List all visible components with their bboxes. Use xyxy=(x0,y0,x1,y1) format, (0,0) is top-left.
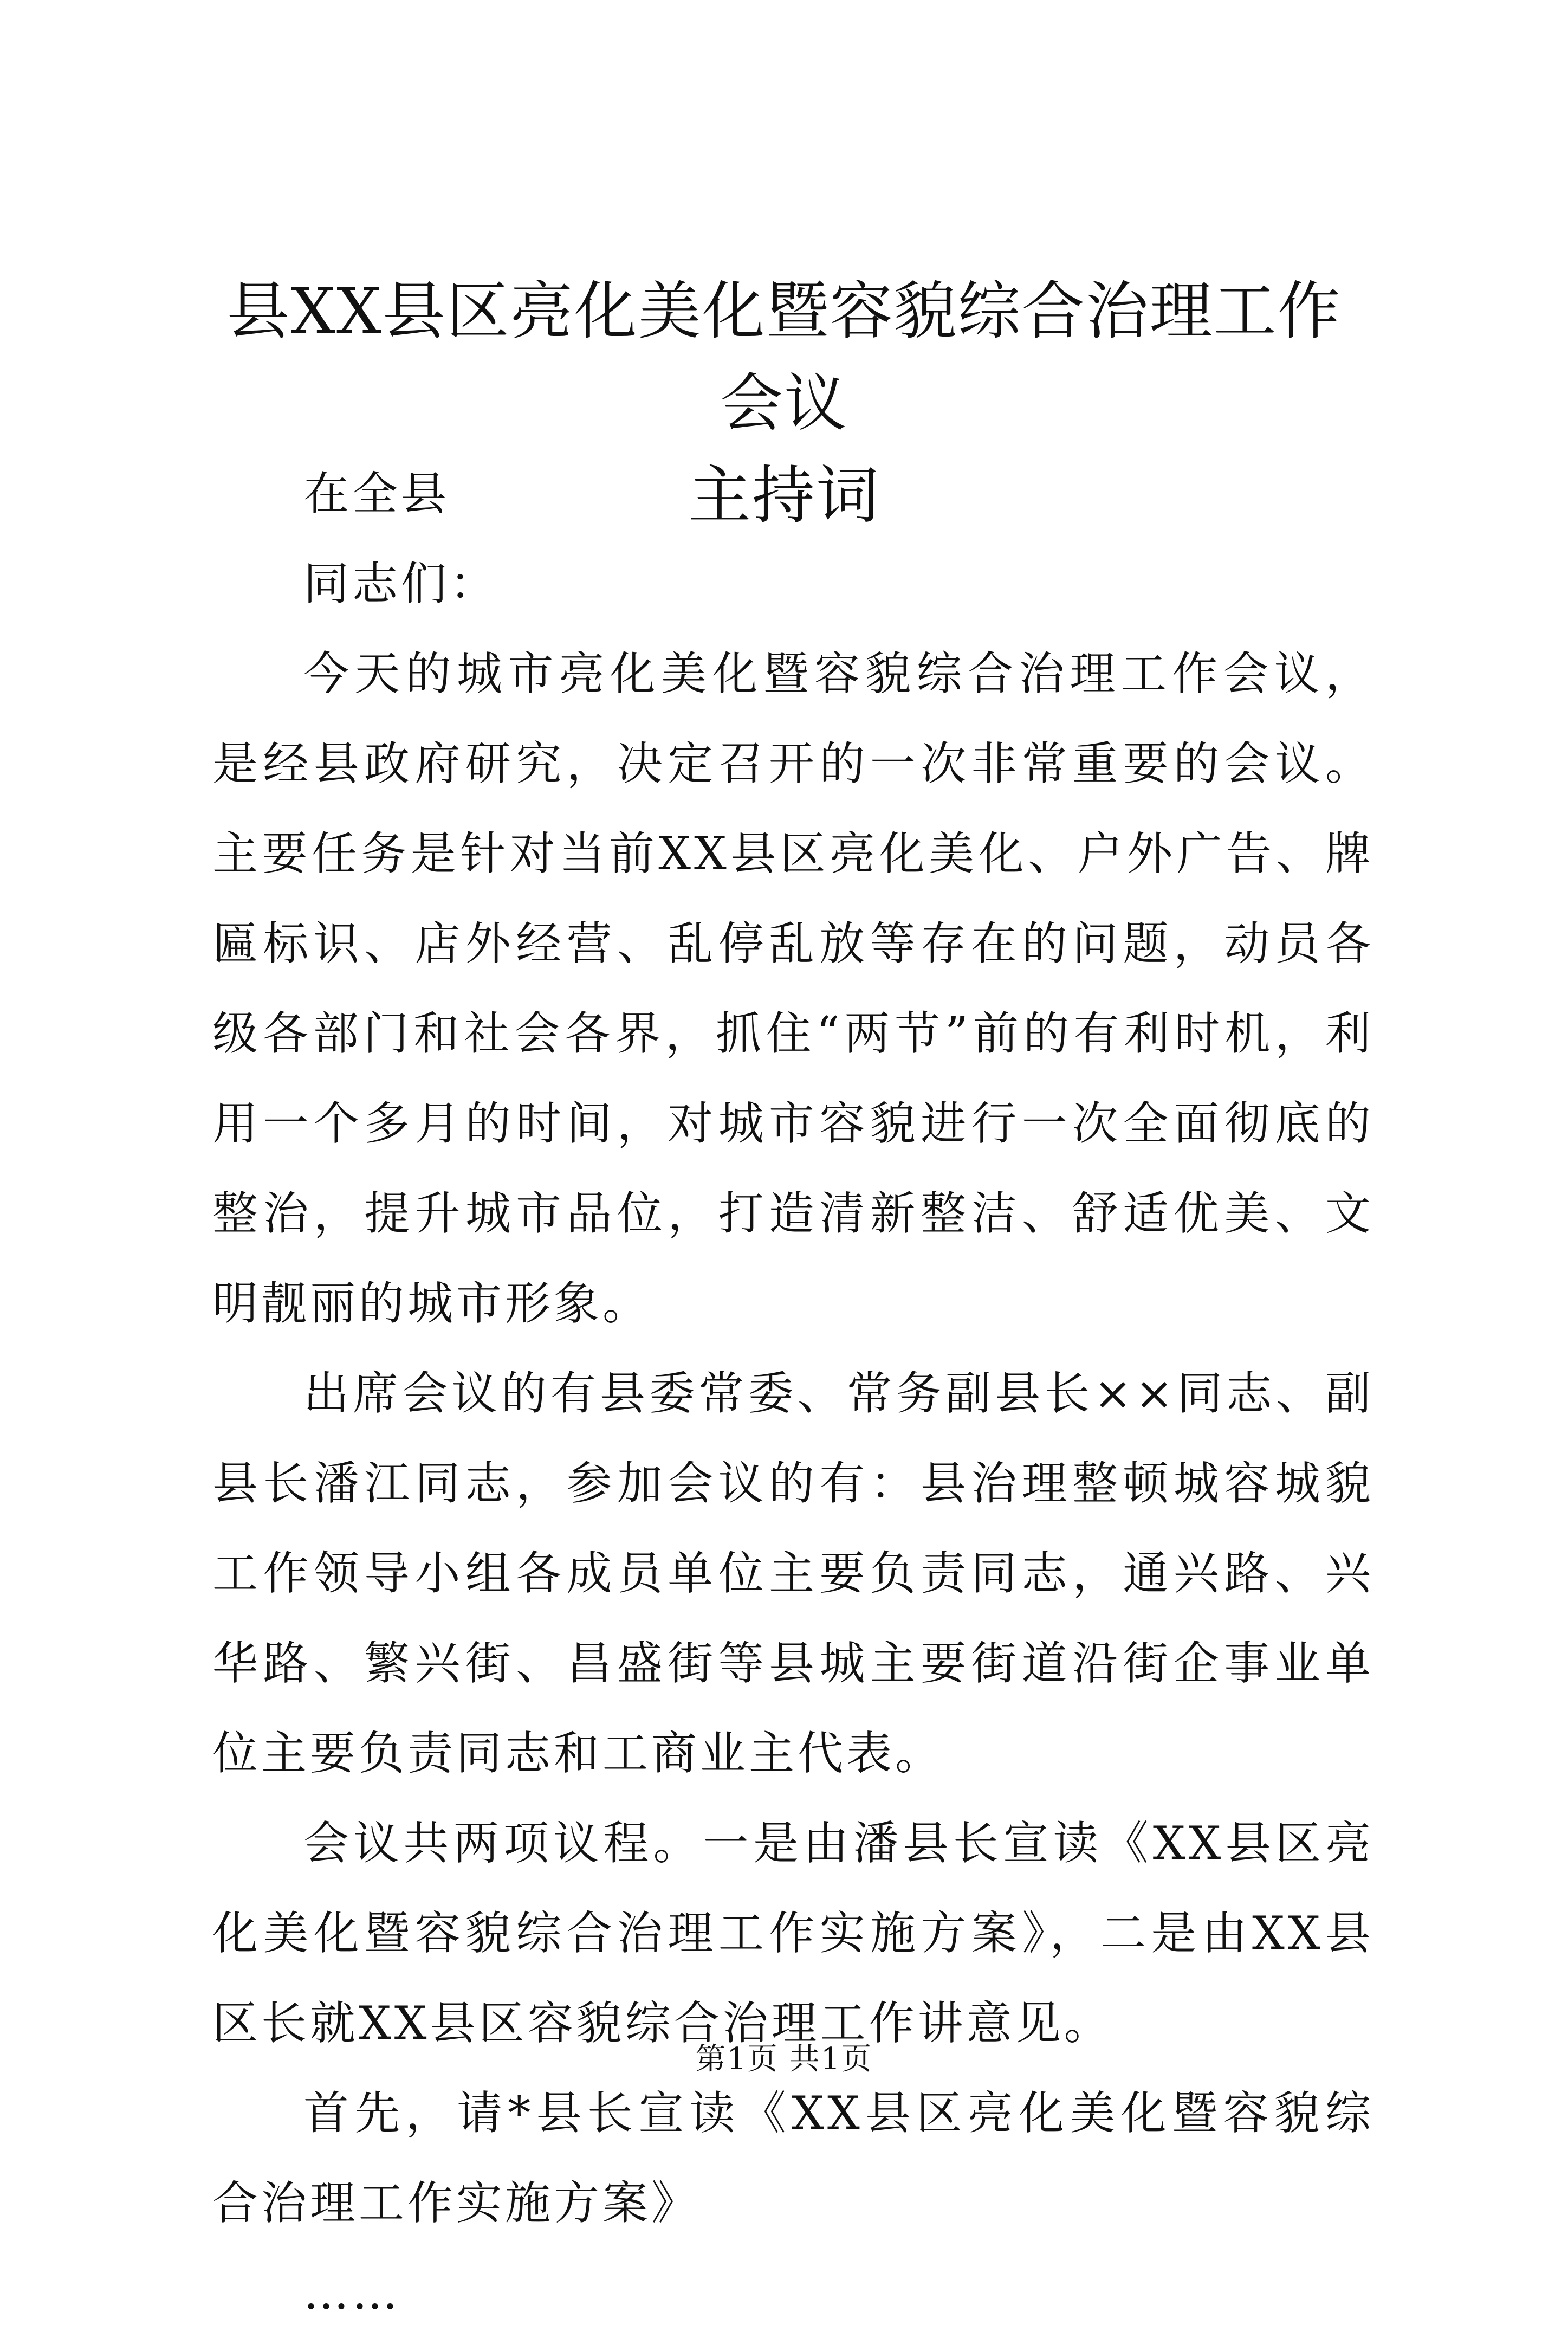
page-footer: 第1页 共1页 xyxy=(695,2042,873,2077)
paragraph-attendees: 出席会议的有县委常委、常务副县长××同志、副县长潘江同志，参加会议的有：县治理整顿城容城貌工作领导小组各成员单位主要负责同志，通兴路、兴华路、繁兴街、昌盛街等县城主要街道沿街企事业单位主要负责同志和工商业主代表。 xyxy=(212,1367,1374,1780)
paragraph-meeting-purpose: 今天的城市亮化美化暨容貌综合治理工作会议，是经县政府研究，决定召开的一次非常重要的会议。主要任务是针对当前XX县区亮化美化、户外广告、牌匾标识、店外经营、乱停乱放等存在的问题，动员各级各部门和社会各界，抓住“两节”前的有利时机，利用一个多月的时间，对城市容貌进行一次全面彻底的整治，提升城市品位，打造清新整洁、舒适优美、文明靓丽的城市形象。 xyxy=(212,647,1374,1330)
paragraph-opening: 在全县 xyxy=(303,467,450,520)
paragraph-first-item: 首先，请*县长宣读《XX县区亮化美化暨容貌综合治理工作实施方案》 xyxy=(212,2087,1374,2230)
ellipsis: …… xyxy=(303,2266,401,2320)
title-line-1: 县XX县区亮化美化暨容貌综合治理工作会议 xyxy=(226,275,1342,440)
title-line-2: 主持词 xyxy=(688,459,880,532)
paragraph-salutation: 同志们： xyxy=(303,557,499,610)
paragraph-agenda: 会议共两项议程。一是由潘县长宣读《XX县区亮化美化暨容貌综合治理工作实施方案》，二是由XX县区长就XX县区容貌综合治理工作讲意见。 xyxy=(212,1817,1374,2050)
